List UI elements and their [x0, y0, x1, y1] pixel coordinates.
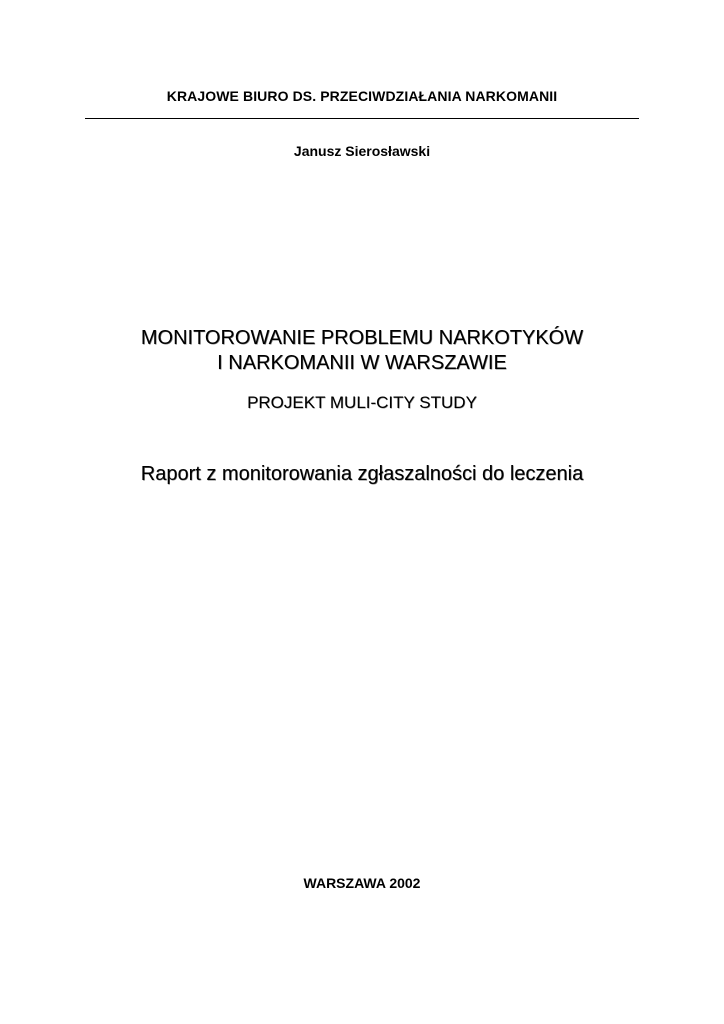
main-title-line-1: MONITOROWANIE PROBLEMU NARKOTYKÓW — [140, 327, 584, 349]
header-divider — [85, 118, 639, 119]
place-and-year: WARSZAWA 2002 — [303, 875, 421, 891]
institution-name: KRAJOWE BIURO DS. PRZECIWDZIAŁANIA NARKOMANII — [166, 88, 558, 104]
project-subtitle: PROJEKT MULI-CITY STUDY — [247, 393, 477, 412]
main-title — [0, 326, 724, 376]
main-title-line-2: I NARKOMANII W WARSZAWIE — [217, 352, 507, 374]
author-name: Janusz Sierosławski — [293, 143, 431, 159]
report-title: Raport z monitorowania zgłaszalności do leczenia — [140, 463, 584, 485]
